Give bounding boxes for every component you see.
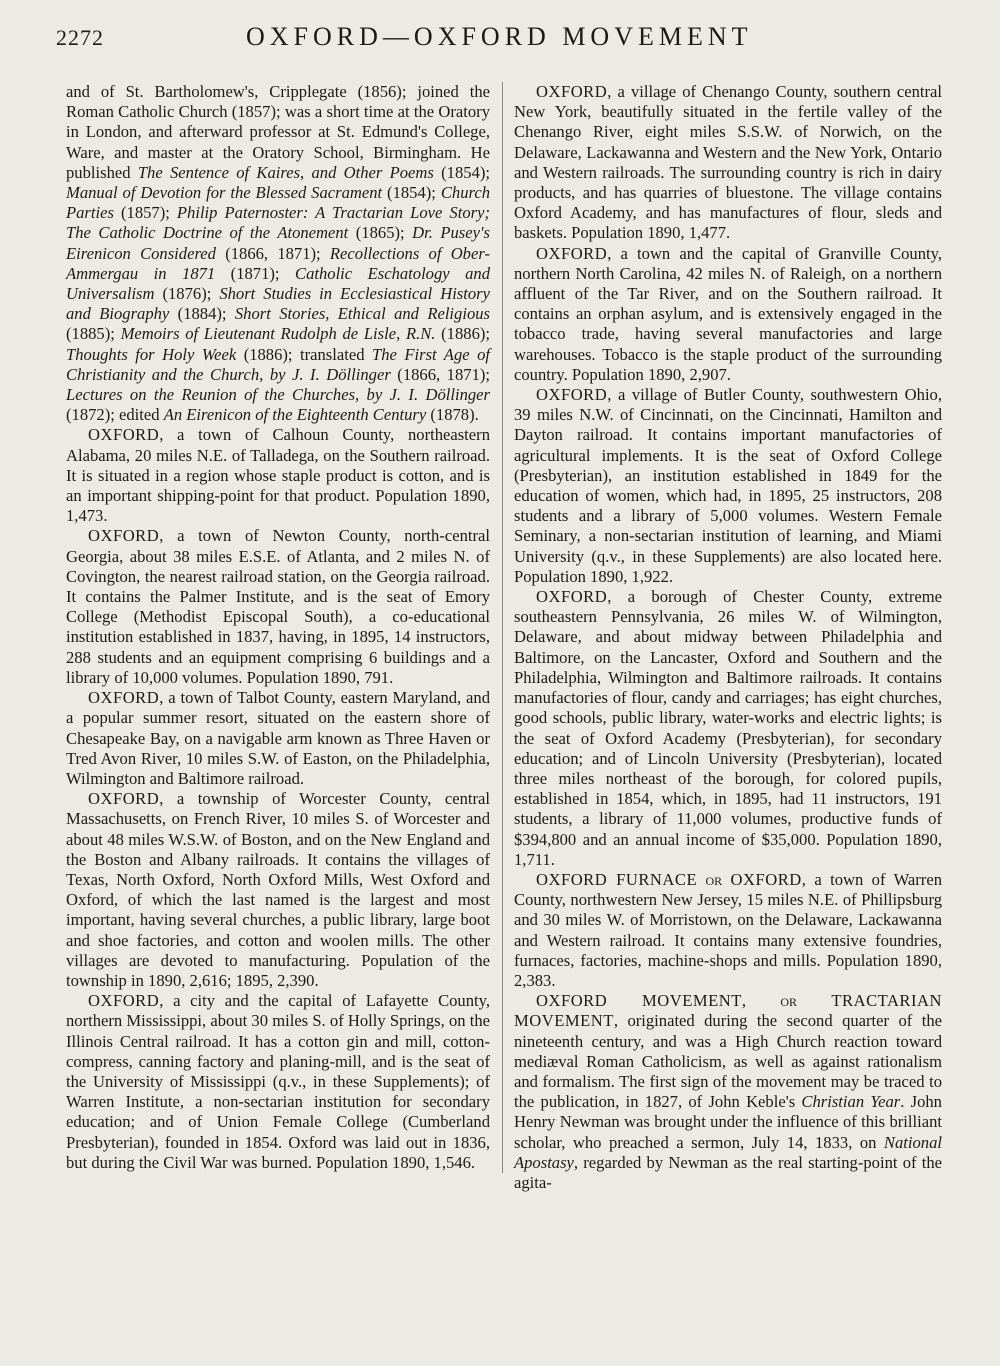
italic-title: Christian Year bbox=[801, 1092, 901, 1112]
body-text: (1854); bbox=[433, 162, 491, 182]
entry-text: , a village of Butler County, southwestern Ohio, 39 miles N.W. of Cincinnati, on the Cincinnati, Hamilton and Dayton railroad. It contains important manufactories of agricultural implements. It is the seat of Oxford College (Presbyterian), an institution established in 1849 for the education of women, which had, in 1895, 25 instructors, 208 students and a library of 5,000 volumes. Western Female Seminary, a non-sectarian institution of learning, and Miami University (q.v., in these Supplements) are also located here. Population 1890, 1,922. bbox=[514, 385, 942, 586]
entry-paragraph bbox=[514, 870, 942, 991]
entry-headword: OXFORD bbox=[88, 425, 160, 445]
text-columns bbox=[66, 82, 942, 1193]
page-number: 2272 bbox=[56, 25, 104, 50]
right-column bbox=[514, 82, 942, 1193]
body-text: (1854); bbox=[382, 183, 441, 203]
running-head: OXFORD—OXFORD MOVEMENT bbox=[246, 22, 753, 51]
entry-headword: OXFORD bbox=[536, 243, 608, 263]
entry-text: , a township of Worcester County, central Massachusetts, on French River, 10 miles S. of Worcester and about 48 miles W.S.W. of Boston, and on the New England and the Boston and Albany railroads. It contains the villages of Texas, North Oxford, North Oxford Mills, West Oxford and Oxford, of which the last named is the largest and most important, having several churches, a public library, large boot and shoe factories, and cotton and woolen mills. The other villages are devoted to manufacturing. Population of the township in 1890, 2,616; 1895, 2,390. bbox=[66, 789, 490, 990]
italic-title: Lectures on the Reunion of the Churches, by J. I. Döllinger bbox=[66, 385, 490, 405]
entry-paragraph bbox=[66, 991, 490, 1173]
italic-title: An Eirenicon of the Eighteenth Century bbox=[163, 405, 427, 425]
left-column bbox=[66, 82, 503, 1173]
body-text: (1866, 1871); bbox=[215, 243, 330, 263]
continuation-paragraph bbox=[66, 82, 490, 425]
entry-headword: OXFORD bbox=[536, 385, 608, 405]
entry-paragraph bbox=[66, 425, 490, 526]
entry-text: , a town of Talbot County, eastern Maryland, and a popular summer resort, situated on the eastern shore of Chesapeake Bay, on a navigable arm known as Three Haven or Tred Avon River, 10 miles S.W. of Easton, on the Philadelphia, Wilmington and Baltimore railroad. bbox=[66, 688, 490, 788]
entry-text: , a village of Chenango County, southern central New York, beautifully situated in the fertile valley of the Chenango River, eight miles S.S.W. of Norwich, on the Delaware, Lackawanna and Western and the New York, Ontario and Western railroads. The surrounding country is rich in dairy products, and has quarries of bluestone. The village contains Oxford Academy, and has manufactures of flour, sleds and baskets. Population 1890, 1,477. bbox=[514, 82, 942, 243]
entry-paragraph bbox=[514, 82, 942, 244]
entry-joiner: or bbox=[697, 869, 731, 889]
left-entries bbox=[66, 425, 490, 1173]
page-header bbox=[56, 22, 942, 58]
entry-joiner: , or bbox=[741, 991, 832, 1011]
body-text: (1876); bbox=[154, 284, 220, 304]
entry-headword: OXFORD MOVEMENT bbox=[536, 991, 742, 1011]
body-text: (1865); bbox=[348, 223, 413, 243]
italic-title: Philip Paternoster: A Tractarian Love Story; The Catholic Doctrine of the Atonement bbox=[66, 203, 490, 243]
italic-title: Recollections of Ober-Ammergau in 1871 bbox=[66, 243, 490, 283]
entry-headword: OXFORD FURNACE bbox=[536, 869, 698, 889]
entry-text: , a city and the capital of Lafayette County, northern Mississippi, about 30 miles S. of Holly Springs, on the Illinois Central railroad. It has a cotton gin and mill, cotton-compress, canning factory and planing-mill, and is the seat of the University of Mississippi (q.v., in these Supplements); of Warren Institute, a non-sectarian institution for secondary education; and of Union Female College (Cumberland Presbyterian), founded in 1854. Oxford was laid out in 1836, but during the Civil War was burned. Population 1890, 1,546. bbox=[66, 991, 490, 1172]
italic-title: Dr. Pusey's Eirenicon Considered bbox=[66, 223, 490, 263]
entry-paragraph bbox=[66, 789, 490, 991]
entry-oxford-movement bbox=[514, 991, 942, 1193]
entry-headword: OXFORD bbox=[88, 789, 160, 809]
entry-headword: OXFORD bbox=[88, 991, 160, 1011]
entry-headword: OXFORD bbox=[536, 587, 608, 607]
italic-title: Thoughts for Holy Week bbox=[66, 344, 237, 364]
body-text: (1886); translated bbox=[236, 344, 372, 364]
body-text: (1885); bbox=[66, 324, 121, 344]
entry-paragraph bbox=[514, 244, 942, 385]
body-text: (1878). bbox=[426, 405, 479, 425]
entry-text: , a town and the capital of Granville County, northern North Carolina, 42 miles N. of Raleigh, on a northern affluent of the Tar River, and on the Southern railroad. It contains an orphan asylum, and is extensively engaged in the tobacco trade, having several manufactories and large warehouses. Tobacco is the staple product of the surrounding country. Population 1890, 2,907. bbox=[514, 243, 942, 384]
body-text: (1857); bbox=[113, 203, 177, 223]
italic-title: Short Stories, Ethical and Religious bbox=[234, 304, 490, 324]
italic-title: National Apostasy bbox=[514, 1132, 942, 1172]
italic-title: The First Age of Christianity and the Church, by J. I. Döllinger bbox=[66, 344, 490, 384]
entry-paragraph bbox=[514, 587, 942, 870]
body-text: , originated during the second quarter of the nineteenth century, and was a High Church reaction toward mediæval Roman Catholicism, as well as against rationalism and formalism. The first sign of the movement may be traced to the publication, in 1827, of John Keble's bbox=[514, 1011, 942, 1112]
italic-title: Catholic Eschatology and Universalism bbox=[66, 263, 490, 304]
italic-title: The Sentence of Kaires, and Other Poems bbox=[137, 162, 434, 182]
entry-text: , a town of Warren County, northwestern New Jersey, 15 miles N.E. of Phillipsburg and 30 miles W. of Morristown, on the Delaware, Lackawanna and Western railroad. It contains many extensive foundries, furnaces, factories, machine-shops and mills. Population 1890, 2,383. bbox=[514, 869, 942, 990]
body-text: . John Henry Newman was brought under the influence of this brilliant scholar, who preached a sermon, July 14, 1833, on bbox=[514, 1092, 942, 1152]
entry-paragraph bbox=[66, 688, 490, 789]
body-text: (1871); bbox=[215, 263, 295, 283]
body-text: (1866, 1871); bbox=[390, 364, 491, 384]
entry-headword: OXFORD bbox=[536, 82, 608, 101]
entry-text: , a town of Newton County, north-central Georgia, about 38 miles E.S.E. of Atlanta, and 2 miles N. of Covington, the nearest railroad station, on the Georgia railroad. It contains the Palmer Institute, and is the seat of Emory College (Methodist Episcopal South), a co-educational institution established in 1837, having, in 1895, 14 instructors, 288 students and an equipment comprising 6 buildings and a library of 10,000 volumes. Population 1890, 791. bbox=[66, 526, 490, 687]
italic-title: Manual of Devotion for the Blessed Sacrament bbox=[66, 183, 383, 203]
entry-paragraph bbox=[66, 526, 490, 688]
entry-headword-alt: TRACTARIAN MOVEMENT bbox=[514, 991, 942, 1031]
entry-text: , a town of Calhoun County, northeastern Alabama, 20 miles N.E. of Talladega, on the Southern railroad. It is situated in a region whose staple product is cotton, and is an important shipping-point for that product. Population 1890, 1,473. bbox=[66, 425, 490, 526]
italic-title: Church Parties bbox=[66, 183, 490, 223]
italic-title: Short Studies in Ecclesiastical History and Biography bbox=[66, 284, 490, 324]
entry-headword-alt: OXFORD bbox=[730, 869, 802, 889]
entry-text: , a borough of Chester County, extreme southeastern Pennsylvania, 26 miles W. of Wilmington, Delaware, and about midway between Philadelphia and Baltimore, on the Lancaster, Oxford and Southern and the Philadelphia, Wilmington and Baltimore railroads. It contains manufactories of flour, candy and carriages; has eight churches, good schools, public library, water-works and electric lights; is the seat of Oxford Academy (Presbyterian), for secondary education; and of Lincoln University (Presbyterian), located three miles northeast of the borough, for colored pupils, established in 1854, which, in 1895, had 11 instructors, 191 students, a library of 11,000 volumes, productive funds of $394,800 and an annual income of $35,000. Population 1890, 1,711. bbox=[514, 587, 942, 869]
body-text: and of St. Bartholomew's, Cripplegate (1856); joined the Roman Catholic Church (1857); was a short time at the Oratory in London, and afterward professor at St. Edmund's College, Ware, and master at the Oratory School, Birmingham. He published bbox=[66, 82, 490, 182]
italic-title: Memoirs of Lieutenant Rudolph de Lisle, R.N. bbox=[120, 324, 436, 344]
body-text: (1884); bbox=[169, 304, 235, 324]
entry-headword: OXFORD bbox=[88, 526, 160, 546]
body-text: , regarded by Newman as the real starting-point of the agita- bbox=[514, 1152, 942, 1192]
body-text: (1886); bbox=[435, 324, 491, 344]
entry-paragraph bbox=[514, 385, 942, 587]
entry-headword: OXFORD bbox=[88, 688, 160, 708]
body-text: (1872); edited bbox=[66, 405, 164, 425]
right-entries bbox=[514, 82, 942, 991]
